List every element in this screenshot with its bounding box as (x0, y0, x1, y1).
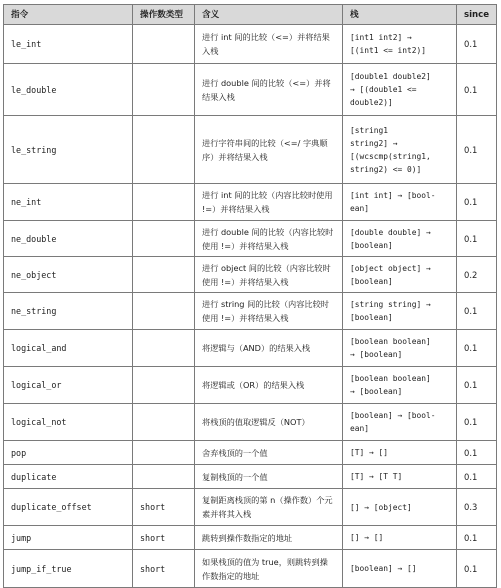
table-row (4, 184, 497, 221)
since-cell: 0.1 (457, 25, 497, 64)
table-row (4, 404, 497, 441)
meaning-cell: 进行 object 间的比较（内容比较时使用 !=）并将结果入栈 (195, 257, 343, 293)
since-cell: 0.1 (457, 367, 497, 404)
since-cell: 0.1 (457, 330, 497, 367)
stack-cell: [T] → [] (343, 441, 457, 465)
table-row (4, 221, 497, 257)
instruction-cell: duplicate (4, 465, 133, 489)
stack-cell: [string string] → [boolean] (343, 293, 457, 330)
meaning-cell: 进行 string 间的比较（内容比较时使用 !=）并将结果入栈 (195, 293, 343, 330)
instruction-cell: jump (4, 526, 133, 550)
meaning-cell: 将逻辑与（AND）的结果入栈 (195, 330, 343, 367)
stack-cell: [T] → [T T] (343, 465, 457, 489)
stack-cell: [] → [] (343, 526, 457, 550)
stack-cell: [object object] → [boolean] (343, 257, 457, 293)
operand-cell (133, 293, 195, 330)
operand-cell: short (133, 550, 195, 588)
operand-cell (133, 184, 195, 221)
operand-cell: short (133, 526, 195, 550)
table-row (4, 25, 497, 64)
since-cell: 0.1 (457, 404, 497, 441)
meaning-cell: 将栈顶的值取逻辑反（NOT） (195, 404, 343, 441)
instruction-cell: le_double (4, 64, 133, 116)
stack-cell: [string1 string2] → [(wcscmp(string1, string2) <= 0)] (343, 116, 457, 184)
instruction-table (3, 4, 497, 588)
stack-cell: [int1 int2] → [(int1 <= int2)] (343, 25, 457, 64)
operand-cell: short (133, 489, 195, 526)
operand-cell (133, 25, 195, 64)
instruction-cell: le_int (4, 25, 133, 64)
meaning-cell: 进行 int 间的比较（内容比较时使用 !=）并将结果入栈 (195, 184, 343, 221)
header-instruction: 指令 (4, 5, 133, 25)
instruction-cell: jump_if_true (4, 550, 133, 588)
instruction-cell: ne_object (4, 257, 133, 293)
meaning-cell: 如果栈顶的值为 true，则跳转到操作数指定的地址 (195, 550, 343, 588)
table-row (4, 367, 497, 404)
operand-cell (133, 116, 195, 184)
meaning-cell: 进行字符串间的比较（<=/ 字典顺序）并将结果入栈 (195, 116, 343, 184)
instruction-cell: logical_and (4, 330, 133, 367)
instruction-cell: logical_or (4, 367, 133, 404)
since-cell: 0.1 (457, 184, 497, 221)
meaning-cell: 舍弃栈顶的一个值 (195, 441, 343, 465)
instruction-cell: ne_string (4, 293, 133, 330)
table-row (4, 293, 497, 330)
instruction-cell: le_string (4, 116, 133, 184)
table-row (4, 330, 497, 367)
since-cell: 0.1 (457, 441, 497, 465)
table-row (4, 64, 497, 116)
stack-cell: [boolean boolean] → [boolean] (343, 367, 457, 404)
table-row (4, 550, 497, 588)
operand-cell (133, 221, 195, 257)
stack-cell: [int int] → [bool- ean] (343, 184, 457, 221)
stack-cell: [boolean] → [bool- ean] (343, 404, 457, 441)
header-row (4, 5, 497, 25)
operand-cell (133, 257, 195, 293)
since-cell: 0.1 (457, 64, 497, 116)
since-cell: 0.1 (457, 526, 497, 550)
instruction-cell: ne_int (4, 184, 133, 221)
operand-cell (133, 64, 195, 116)
since-cell: 0.1 (457, 293, 497, 330)
operand-cell (133, 441, 195, 465)
instruction-cell: duplicate_offset (4, 489, 133, 526)
instruction-cell: pop (4, 441, 133, 465)
stack-cell: [boolean boolean] → [boolean] (343, 330, 457, 367)
table-row (4, 116, 497, 184)
since-cell: 0.3 (457, 489, 497, 526)
stack-cell: [boolean] → [] (343, 550, 457, 588)
meaning-cell: 进行 double 间的比较（内容比较时使用 !=）并将结果入栈 (195, 221, 343, 257)
header-meaning: 含义 (195, 5, 343, 25)
table-row (4, 489, 497, 526)
since-cell: 0.1 (457, 221, 497, 257)
since-cell: 0.1 (457, 550, 497, 588)
table-row (4, 441, 497, 465)
since-cell: 0.1 (457, 465, 497, 489)
stack-cell: [double1 double2] → [(double1 <= double2)] (343, 64, 457, 116)
table-row (4, 526, 497, 550)
meaning-cell: 将逻辑或（OR）的结果入栈 (195, 367, 343, 404)
instruction-cell: ne_double (4, 221, 133, 257)
operand-cell (133, 404, 195, 441)
operand-cell (133, 465, 195, 489)
table-row (4, 257, 497, 293)
instruction-cell: logical_not (4, 404, 133, 441)
meaning-cell: 进行 double 间的比较（<=）并将结果入栈 (195, 64, 343, 116)
meaning-cell: 复制距离栈顶的第 n（操作数）个元素并将其入栈 (195, 489, 343, 526)
stack-cell: [double double] → [boolean] (343, 221, 457, 257)
meaning-cell: 跳转到操作数指定的地址 (195, 526, 343, 550)
meaning-cell: 复制栈顶的一个值 (195, 465, 343, 489)
header-since: since (457, 5, 497, 25)
stack-cell: [] → [object] (343, 489, 457, 526)
operand-cell (133, 330, 195, 367)
header-operand-type: 操作数类型 (133, 5, 195, 25)
since-cell: 0.2 (457, 257, 497, 293)
since-cell: 0.1 (457, 116, 497, 184)
operand-cell (133, 367, 195, 404)
header-stack: 栈 (343, 5, 457, 25)
table-row (4, 465, 497, 489)
meaning-cell: 进行 int 间的比较（<=）并将结果入栈 (195, 25, 343, 64)
